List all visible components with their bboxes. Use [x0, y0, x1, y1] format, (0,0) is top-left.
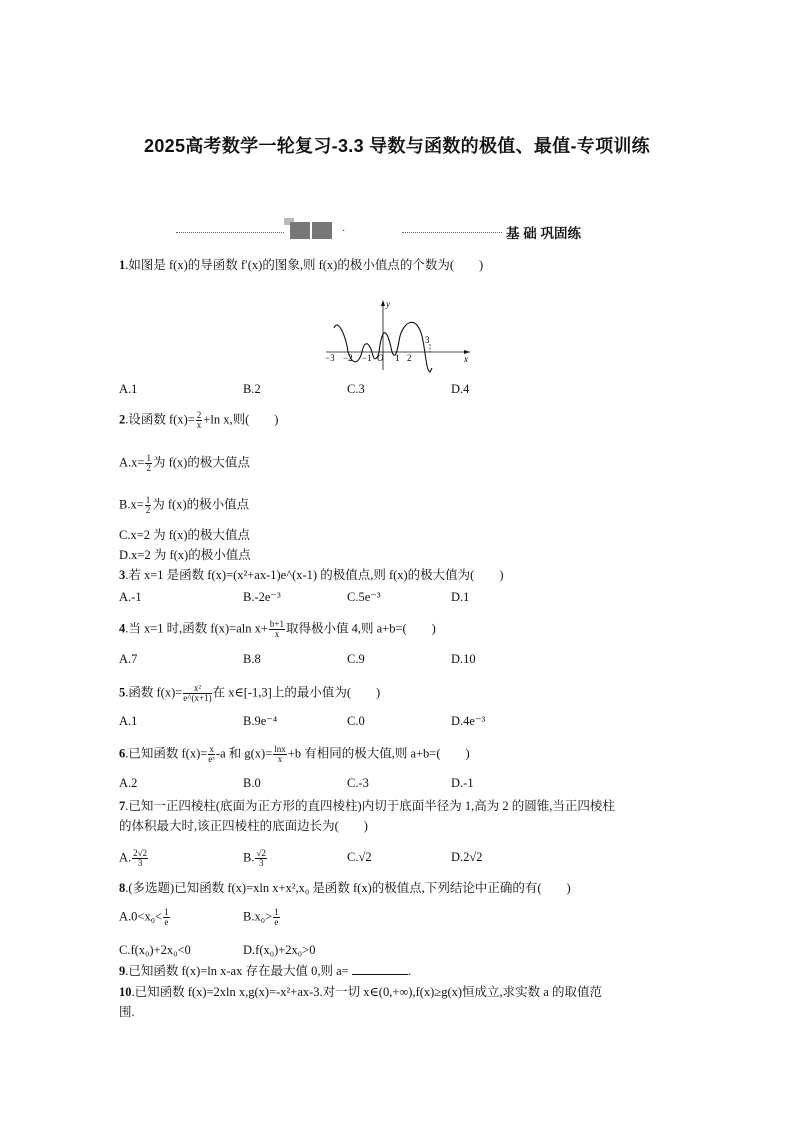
q5-option-b: B.9e⁻⁴	[243, 714, 278, 728]
decor-block-left	[290, 222, 310, 239]
q1-option-b: B.2	[243, 382, 261, 396]
question-5: 5.函数 f(x)= $\frac{\text{x²}}{e\^{}(x+1)}$ 在 x∈[-1,3]上的最小值为( )	[119, 683, 381, 703]
question-1: 1.如图是 f(x)的导函数 f′(x)的图象,则 f(x)的极小值点的个数为( )	[119, 258, 484, 272]
q8-option-a: A.0<x₀< $\frac{1}{e}$	[119, 907, 169, 927]
tick-label: 3	[425, 335, 430, 345]
q8-option-c: C.f(x₀)+2x₀<0	[119, 943, 191, 957]
q3-option-b: B.-2e⁻³	[243, 590, 281, 604]
q7-option-c: C.√2	[347, 850, 372, 864]
q1-option-d: D.4	[451, 382, 470, 396]
section-header	[170, 222, 640, 248]
x-axis-label: x	[464, 354, 468, 364]
question-10: 10.已知函数 f(x)=2xln x,g(x)=-x²+ax-3.对一切 x∈(0,+∞),f(x)≥g(x)恒成立,求实数 a 的取值范	[119, 985, 602, 999]
q3-option-d: D.1	[451, 590, 470, 604]
q4-option-b: B.8	[243, 652, 261, 666]
question-3: 3.若 x=1 是函数 f(x)=(x²+ax-1)e^(x-1) 的极值点,则 f(x)的极大值为( )	[119, 568, 504, 582]
answer-blank[interactable]	[352, 963, 408, 975]
tick-label: −2	[343, 353, 353, 363]
fraction: $\frac{2}{x}$	[196, 410, 202, 430]
dotted-rule-left	[176, 232, 284, 233]
q6-option-b: B.0	[243, 776, 261, 790]
page-title: 2025高考数学一轮复习-3.3 导数与函数的极值、最值-专项训练	[144, 136, 650, 156]
q4-option-a: A.7	[119, 652, 138, 666]
q6-option-d: D.-1	[451, 776, 474, 790]
question-9: 9.已知函数 f(x)=ln x-ax 存在最大值 0,则 a= .	[119, 964, 411, 978]
q2-option-c: C.x=2 为 f(x)的极大值点	[119, 528, 251, 542]
q6-option-c: C.-3	[347, 776, 369, 790]
q3-option-c: C.5e⁻³	[347, 590, 381, 604]
question-10-cont: 围.	[119, 1005, 135, 1019]
q7-option-b: B. $\frac{√2}{3}$	[243, 848, 266, 868]
q4-option-d: D.10	[451, 652, 476, 666]
decor-dot: ·	[342, 226, 346, 237]
derivative-graph	[322, 296, 474, 374]
q7-option-d: D.2√2	[451, 850, 483, 864]
question-7-cont: 的体积最大时,该正四棱柱的底面边长为( )	[119, 819, 368, 833]
q8-option-d: D.f(x₀)+2x₀>0	[243, 943, 316, 957]
origin-label: O	[377, 353, 384, 363]
question-6: 6.已知函数 f(x)= $\frac{x}{\text{eˣ}}$ -a 和 g(x)= $\frac{\ln x}{x}$ +b 有相同的极大值,则 a+b=( )	[119, 744, 470, 764]
dotted-rule-right	[402, 232, 502, 233]
q2-option-b: B.x= $\frac{1}{2}$ 为 f(x)的极小值点	[119, 495, 250, 515]
question-4: 4.当 x=1 时,函数 f(x)=aln x+ $\frac{b+1}{x}$ 取得极小值 4,则 a+b=( )	[119, 619, 436, 639]
question-8: 8.(多选题)已知函数 f(x)=xln x+x²,x₀ 是函数 f(x)的极值点,下列结论中正确的有( )	[119, 881, 571, 895]
q3-option-a: A.-1	[119, 590, 142, 604]
q5-option-d: D.4e⁻³	[451, 714, 486, 728]
q6-option-a: A.2	[119, 776, 138, 790]
tick-label: 2	[407, 353, 412, 363]
question-7: 7.已知一正四棱柱(底面为正方形的直四棱柱)内切于底面半径为 1,高为 2 的圆锥,当正四棱柱	[119, 799, 615, 813]
y-axis-arrow	[381, 300, 385, 306]
tick-label: −1	[362, 353, 372, 363]
q8-option-b: B.x₀> $\frac{1}{e}$	[243, 907, 279, 927]
q2-option-d: D.x=2 为 f(x)的极小值点	[119, 548, 251, 562]
q5-option-c: C.0	[347, 714, 365, 728]
q2-option-a: A.x= $\frac{1}{2}$ 为 f(x)的极大值点	[119, 453, 250, 473]
q1-option-a: A.1	[119, 382, 138, 396]
q4-option-c: C.9	[347, 652, 365, 666]
question-2: 2.设函数 f(x)= $\frac{2}{x}$ +ln x,则( )	[119, 410, 279, 430]
q7-option-a: A. $\frac{2√2}{3}$	[119, 848, 148, 868]
tick-label: −3	[325, 353, 335, 363]
section-label: 基 础 巩固练	[506, 226, 582, 241]
tick-label: 1	[395, 353, 400, 363]
q1-option-c: C.3	[347, 382, 365, 396]
q5-option-a: A.1	[119, 714, 138, 728]
y-axis-label: y	[386, 299, 390, 309]
decor-block-right	[312, 222, 332, 239]
